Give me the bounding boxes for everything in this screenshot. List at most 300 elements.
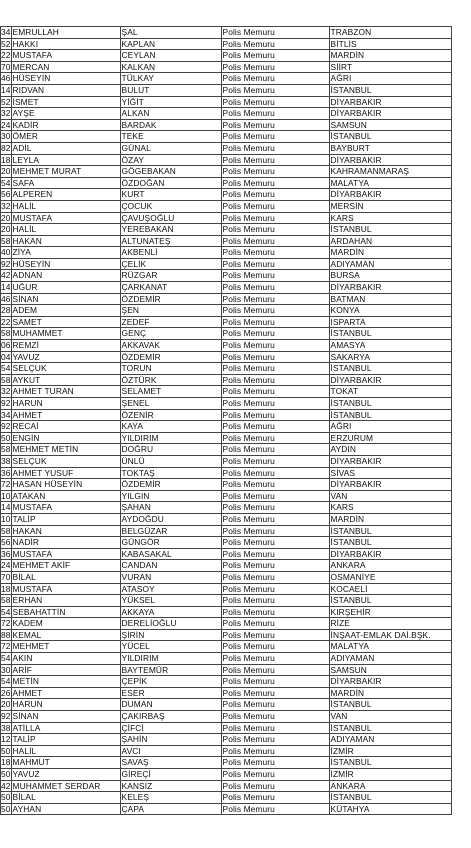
row-number-cell: 34 (1, 409, 11, 420)
last-name-cell: ŞAHİN (120, 734, 221, 746)
first-name-cell: METİN (11, 676, 120, 688)
row-number-cell: 28 (1, 305, 11, 316)
table-row (1, 270, 452, 282)
job-title-cell: Polis Memuru (221, 131, 329, 143)
job-title-cell: Polis Memuru (221, 247, 329, 259)
city-cell: BİTLİS (329, 38, 451, 50)
job-title-cell: Polis Memuru (221, 745, 329, 757)
row-number-cell: 40 (1, 247, 11, 258)
table-row (1, 316, 452, 328)
city-cell: KARS (329, 502, 451, 514)
city-cell: KARS (329, 212, 451, 224)
job-title-cell: Polis Memuru (221, 676, 329, 688)
table-row (1, 235, 452, 247)
city-cell: DİYARBAKIR (329, 154, 451, 166)
row-number-cell: 56 (1, 189, 11, 200)
job-title-cell: Polis Memuru (221, 50, 329, 62)
city-cell: SİVAS (329, 467, 451, 479)
table-row (1, 224, 452, 236)
row-number-cell: 20 (1, 224, 11, 235)
table-row (1, 699, 452, 711)
city-cell: RİZE (329, 618, 451, 630)
table-row (1, 455, 452, 467)
first-name-cell: ATİLLA (11, 722, 120, 734)
last-name-cell: KALKAN (120, 61, 221, 73)
city-cell: AĞRI (329, 73, 451, 85)
row-number-cell: 92 (1, 421, 11, 432)
city-cell: İSTANBUL (329, 595, 451, 607)
job-title-cell: Polis Memuru (221, 189, 329, 201)
last-name-cell: DUMAN (120, 699, 221, 711)
row-number-cell: 30 (1, 664, 11, 675)
city-cell: ISPARTA (329, 316, 451, 328)
first-name-cell: MERCAN (11, 61, 120, 73)
city-cell: AMASYA (329, 340, 451, 352)
first-name-cell: AYŞE (11, 108, 120, 120)
first-name-cell: HAKKI (11, 38, 120, 50)
first-name-cell: ENGİN (11, 432, 120, 444)
first-name-cell: YAVUZ (11, 351, 120, 363)
first-name-cell: MUSTAFA (11, 212, 120, 224)
row-number-cell: 54 (1, 606, 11, 617)
city-cell: SAMSUN (329, 119, 451, 131)
job-title-cell: Polis Memuru (221, 548, 329, 560)
row-number-cell: 36 (1, 548, 11, 559)
last-name-cell: YÜKSEL (120, 595, 221, 607)
last-name-cell: YILGIN (120, 490, 221, 502)
last-name-cell: CEYLAN (120, 50, 221, 62)
first-name-cell: BİLAL (11, 792, 120, 804)
table-row (1, 537, 452, 549)
table-row (1, 340, 452, 352)
job-title-cell: Polis Memuru (221, 490, 329, 502)
last-name-cell: GÜNAL (120, 142, 221, 154)
row-number-cell: 92 (1, 711, 11, 722)
last-name-cell: GENÇ (120, 328, 221, 340)
row-number-cell: 54 (1, 177, 11, 188)
last-name-cell: KELEŞ (120, 792, 221, 804)
table-row (1, 792, 452, 804)
last-name-cell: KURT (120, 189, 221, 201)
job-title-cell: Polis Memuru (221, 340, 329, 352)
city-cell: İSTANBUL (329, 363, 451, 375)
city-cell: BAYBURT (329, 142, 451, 154)
last-name-cell: KAYA (120, 421, 221, 433)
table-row (1, 629, 452, 641)
last-name-cell: TEKE (120, 131, 221, 143)
last-name-cell: KABASAKAL (120, 548, 221, 560)
city-cell: AYDIN (329, 444, 451, 456)
job-title-cell: Polis Memuru (221, 235, 329, 247)
table-row (1, 583, 452, 595)
first-name-cell: ERHAN (11, 595, 120, 607)
city-cell: SAMSUN (329, 664, 451, 676)
row-number-cell: 58 (1, 595, 11, 606)
job-title-cell: Polis Memuru (221, 513, 329, 525)
first-name-cell: BİLAL (11, 571, 120, 583)
last-name-cell: DOĞRU (120, 444, 221, 456)
row-number-cell: 26 (1, 687, 11, 698)
last-name-cell: ÇAVUŞOĞLU (120, 212, 221, 224)
row-number-cell: 18 (1, 154, 11, 165)
first-name-cell: HAKAN (11, 235, 120, 247)
job-title-cell: Polis Memuru (221, 571, 329, 583)
last-name-cell: ÖZDEMİR (120, 479, 221, 491)
table-row (1, 166, 452, 178)
last-name-cell: TORUN (120, 363, 221, 375)
last-name-cell: ÇAKIRBAŞ (120, 711, 221, 723)
last-name-cell: ŞEN (120, 305, 221, 317)
job-title-cell: Polis Memuru (221, 305, 329, 317)
row-number-cell: 42 (1, 270, 11, 281)
first-name-cell: AHMET TURAN (11, 386, 120, 398)
table-row (1, 687, 452, 699)
city-cell: VAN (329, 490, 451, 502)
table-row (1, 50, 452, 62)
table-row (1, 177, 452, 189)
job-title-cell: Polis Memuru (221, 108, 329, 120)
last-name-cell: YİĞİT (120, 96, 221, 108)
table-row (1, 212, 452, 224)
table-row (1, 653, 452, 665)
row-number-cell: 50 (1, 432, 11, 443)
personnel-table-body (1, 27, 452, 815)
city-cell: İSTANBUL (329, 722, 451, 734)
job-title-cell: Polis Memuru (221, 444, 329, 456)
first-name-cell: ZİYA (11, 247, 120, 259)
first-name-cell: KADİR (11, 119, 120, 131)
personnel-table (0, 26, 452, 815)
job-title-cell: Polis Memuru (221, 374, 329, 386)
last-name-cell: ŞİRİN (120, 629, 221, 641)
city-cell: İSTANBUL (329, 537, 451, 549)
city-cell: ADIYAMAN (329, 734, 451, 746)
job-title-cell: Polis Memuru (221, 282, 329, 294)
table-row (1, 200, 452, 212)
city-cell: DİYARBAKIR (329, 282, 451, 294)
table-row (1, 641, 452, 653)
first-name-cell: ADİL (11, 142, 120, 154)
first-name-cell: HÜSEYİN (11, 258, 120, 270)
first-name-cell: KADEM (11, 618, 120, 630)
job-title-cell: Polis Memuru (221, 653, 329, 665)
first-name-cell: SEBAHATTİN (11, 606, 120, 618)
last-name-cell: VURAN (120, 571, 221, 583)
last-name-cell: KAPLAN (120, 38, 221, 50)
table-row (1, 618, 452, 630)
table-row (1, 513, 452, 525)
job-title-cell: Polis Memuru (221, 641, 329, 653)
table-row (1, 247, 452, 259)
first-name-cell: SELÇUK (11, 455, 120, 467)
last-name-cell: ŞAHAN (120, 502, 221, 514)
last-name-cell: KANSIZ (120, 780, 221, 792)
first-name-cell: HAKAN (11, 525, 120, 537)
city-cell: KOCAELİ (329, 583, 451, 595)
first-name-cell: MUHAMMET SERDAR (11, 780, 120, 792)
table-row (1, 131, 452, 143)
last-name-cell: GİREÇİ (120, 769, 221, 781)
last-name-cell: ÇİFCİ (120, 722, 221, 734)
table-row (1, 664, 452, 676)
row-number-cell: 24 (1, 560, 11, 571)
job-title-cell: Polis Memuru (221, 432, 329, 444)
first-name-cell: LEYLA (11, 154, 120, 166)
job-title-cell: Polis Memuru (221, 61, 329, 73)
last-name-cell: ESER (120, 687, 221, 699)
row-number-cell: 46 (1, 293, 11, 304)
last-name-cell: ALKAN (120, 108, 221, 120)
first-name-cell: AYKUT (11, 374, 120, 386)
city-cell: İSTANBUL (329, 409, 451, 421)
table-row (1, 467, 452, 479)
city-cell: İSTANBUL (329, 398, 451, 410)
last-name-cell: AKBENLİ (120, 247, 221, 259)
city-cell: MARDİN (329, 513, 451, 525)
first-name-cell: İSMET (11, 96, 120, 108)
first-name-cell: HALİL (11, 224, 120, 236)
table-row (1, 351, 452, 363)
first-name-cell: SİNAN (11, 711, 120, 723)
table-row (1, 606, 452, 618)
job-title-cell: Polis Memuru (221, 258, 329, 270)
last-name-cell: ATASOY (120, 583, 221, 595)
row-number-cell: 58 (1, 525, 11, 536)
table-row (1, 757, 452, 769)
last-name-cell: AYDOĞDU (120, 513, 221, 525)
row-number-cell: 32 (1, 200, 11, 211)
first-name-cell: MEHMET (11, 641, 120, 653)
city-cell: KAHRAMANMARAŞ (329, 166, 451, 178)
table-row (1, 722, 452, 734)
city-cell: ANKARA (329, 560, 451, 572)
last-name-cell: ÖZDEMİR (120, 351, 221, 363)
first-name-cell: MUSTAFA (11, 50, 120, 62)
row-number-cell: 70 (1, 61, 11, 72)
job-title-cell: Polis Memuru (221, 177, 329, 189)
table-row (1, 363, 452, 375)
row-number-cell: 12 (1, 734, 11, 745)
job-title-cell: Polis Memuru (221, 84, 329, 96)
job-title-cell: Polis Memuru (221, 583, 329, 595)
city-cell: SAKARYA (329, 351, 451, 363)
job-title-cell: Polis Memuru (221, 293, 329, 305)
job-title-cell: Polis Memuru (221, 270, 329, 282)
city-cell: ANKARA (329, 780, 451, 792)
row-number-cell: 14 (1, 502, 11, 513)
first-name-cell: RIDVAN (11, 84, 120, 96)
row-number-cell: 32 (1, 386, 11, 397)
table-row (1, 734, 452, 746)
last-name-cell: TÜLKAY (120, 73, 221, 85)
last-name-cell: YILDIRIM (120, 653, 221, 665)
table-row (1, 676, 452, 688)
job-title-cell: Polis Memuru (221, 699, 329, 711)
first-name-cell: NADİR (11, 537, 120, 549)
table-row (1, 73, 452, 85)
job-title-cell: Polis Memuru (221, 537, 329, 549)
city-cell: MARDİN (329, 247, 451, 259)
row-number-cell: 72 (1, 618, 11, 629)
job-title-cell: Polis Memuru (221, 618, 329, 630)
job-title-cell: Polis Memuru (221, 467, 329, 479)
job-title-cell: Polis Memuru (221, 363, 329, 375)
row-number-cell: 56 (1, 537, 11, 548)
last-name-cell: YILDIRIM (120, 432, 221, 444)
last-name-cell: BULUT (120, 84, 221, 96)
last-name-cell: SAVAŞ (120, 757, 221, 769)
first-name-cell: RECAİ (11, 421, 120, 433)
table-row (1, 142, 452, 154)
city-cell: MERSİN (329, 200, 451, 212)
row-number-cell: 22 (1, 50, 11, 61)
city-cell: DİYARBAKIR (329, 479, 451, 491)
city-cell: ARDAHAN (329, 235, 451, 247)
job-title-cell: Polis Memuru (221, 769, 329, 781)
last-name-cell: ÇOCUK (120, 200, 221, 212)
job-title-cell: Polis Memuru (221, 73, 329, 85)
job-title-cell: Polis Memuru (221, 792, 329, 804)
last-name-cell: CANDAN (120, 560, 221, 572)
first-name-cell: MAHMUT (11, 757, 120, 769)
first-name-cell: REMZİ (11, 340, 120, 352)
last-name-cell: RÜZGAR (120, 270, 221, 282)
table-row (1, 432, 452, 444)
last-name-cell: AKKAYA (120, 606, 221, 618)
first-name-cell: ADNAN (11, 270, 120, 282)
table-row (1, 711, 452, 723)
job-title-cell: Polis Memuru (221, 351, 329, 363)
row-number-cell: 52 (1, 96, 11, 107)
job-title-cell: Polis Memuru (221, 606, 329, 618)
city-cell: KIRŞEHİR (329, 606, 451, 618)
row-number-cell: 58 (1, 374, 11, 385)
job-title-cell: Polis Memuru (221, 757, 329, 769)
last-name-cell: ALTUNATEŞ (120, 235, 221, 247)
last-name-cell: SELAMET (120, 386, 221, 398)
table-row (1, 560, 452, 572)
first-name-cell: KEMAL (11, 629, 120, 641)
first-name-cell: MUSTAFA (11, 583, 120, 595)
job-title-cell: Polis Memuru (221, 200, 329, 212)
city-cell: KÜTAHYA (329, 803, 451, 815)
row-number-cell: 24 (1, 119, 11, 130)
row-number-cell: 04 (1, 351, 11, 362)
city-cell: SİİRT (329, 61, 451, 73)
city-cell: İZMİR (329, 745, 451, 757)
job-title-cell: Polis Memuru (221, 212, 329, 224)
last-name-cell: ÇAPA (120, 803, 221, 815)
last-name-cell: ZEDEF (120, 316, 221, 328)
table-row (1, 571, 452, 583)
city-cell: İZMİR (329, 769, 451, 781)
job-title-cell: Polis Memuru (221, 722, 329, 734)
first-name-cell: TALİP (11, 734, 120, 746)
last-name-cell: ŞENEL (120, 398, 221, 410)
row-number-cell: 34 (1, 27, 11, 37)
row-number-cell: 82 (1, 142, 11, 153)
first-name-cell: AHMET (11, 687, 120, 699)
table-row (1, 398, 452, 410)
row-number-cell: 88 (1, 629, 11, 640)
city-cell: MARDİN (329, 50, 451, 62)
table-row (1, 548, 452, 560)
table-row (1, 595, 452, 607)
city-cell: MARDİN (329, 687, 451, 699)
job-title-cell: Polis Memuru (221, 166, 329, 178)
table-row (1, 780, 452, 792)
first-name-cell: MUSTAFA (11, 502, 120, 514)
row-number-cell: 36 (1, 467, 11, 478)
row-number-cell: 50 (1, 803, 11, 814)
job-title-cell: Polis Memuru (221, 224, 329, 236)
job-title-cell: Polis Memuru (221, 595, 329, 607)
first-name-cell: SAFA (11, 177, 120, 189)
row-number-cell: 10 (1, 513, 11, 524)
table-row (1, 803, 452, 815)
job-title-cell: Polis Memuru (221, 687, 329, 699)
city-cell: İSTANBUL (329, 224, 451, 236)
row-number-cell: 58 (1, 235, 11, 246)
row-number-cell: 20 (1, 212, 11, 223)
job-title-cell: Polis Memuru (221, 96, 329, 108)
table-row (1, 305, 452, 317)
first-name-cell: HARUN (11, 398, 120, 410)
first-name-cell: UĞUR (11, 282, 120, 294)
job-title-cell: Polis Memuru (221, 409, 329, 421)
table-row (1, 258, 452, 270)
row-number-cell: 58 (1, 444, 11, 455)
last-name-cell: ÖZDEMİR (120, 293, 221, 305)
city-cell: DİYARBAKIR (329, 455, 451, 467)
job-title-cell: Polis Memuru (221, 316, 329, 328)
first-name-cell: SAMET (11, 316, 120, 328)
last-name-cell: ÖZAY (120, 154, 221, 166)
table-row (1, 769, 452, 781)
table-row (1, 490, 452, 502)
row-number-cell: 06 (1, 340, 11, 351)
job-title-cell: Polis Memuru (221, 142, 329, 154)
row-number-cell: 32 (1, 108, 11, 119)
row-number-cell: 52 (1, 38, 11, 49)
city-cell: ADIYAMAN (329, 258, 451, 270)
last-name-cell: BELGÜZAR (120, 525, 221, 537)
city-cell: ADIYAMAN (329, 653, 451, 665)
city-cell: DİYARBAKIR (329, 676, 451, 688)
city-cell: İSTANBUL (329, 792, 451, 804)
table-row (1, 444, 452, 456)
job-title-cell: Polis Memuru (221, 502, 329, 514)
first-name-cell: YAVUZ (11, 769, 120, 781)
city-cell: DİYARBAKIR (329, 374, 451, 386)
row-number-cell: 38 (1, 722, 11, 733)
job-title-cell: Polis Memuru (221, 455, 329, 467)
city-cell: İSTANBUL (329, 328, 451, 340)
first-name-cell: AKIN (11, 653, 120, 665)
job-title-cell: Polis Memuru (221, 479, 329, 491)
city-cell: MALATYA (329, 177, 451, 189)
row-number-cell: 54 (1, 676, 11, 687)
city-cell: MALATYA (329, 641, 451, 653)
city-cell: KONYA (329, 305, 451, 317)
city-cell: İSTANBUL (329, 525, 451, 537)
last-name-cell: ÇARKANAT (120, 282, 221, 294)
row-number-cell: 50 (1, 769, 11, 779)
job-title-cell: Polis Memuru (221, 629, 329, 641)
first-name-cell: EMRULLAH (11, 27, 120, 39)
first-name-cell: HARUN (11, 699, 120, 711)
first-name-cell: MEHMET METİN (11, 444, 120, 456)
